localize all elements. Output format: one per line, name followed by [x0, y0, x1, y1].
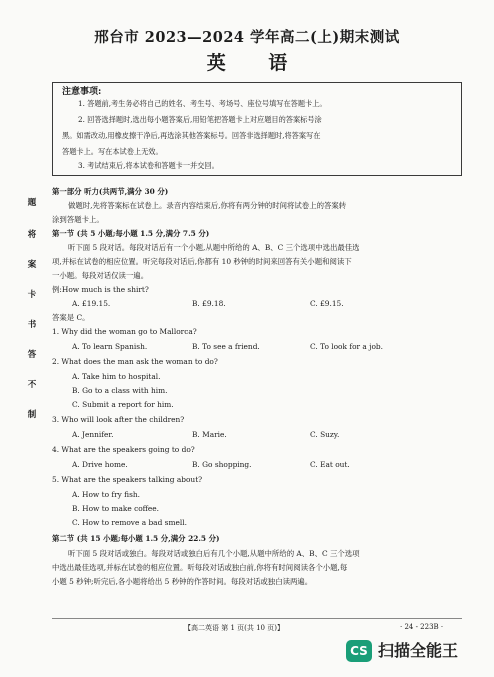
- example-option-a: A. £19.15.: [72, 299, 111, 308]
- question: 2. What does the man ask the woman to do?: [52, 357, 218, 366]
- question: 4. What are the speakers going to do?: [52, 445, 195, 454]
- option-b: B. How to make coffee.: [72, 504, 160, 513]
- notice-line: 1. 答题前,考生务必将自己的姓名、考生号、考场号、座位号填写在答题卡上。: [78, 99, 327, 108]
- page-footer: 【高二英语 第 1 页(共 10 页)】: [184, 624, 284, 632]
- section1-intro: 听下面 5 段对话。每段对话后有一个小题,从题中所给的 A、B、C 三个选项中选出最佳选: [68, 243, 360, 252]
- section2-title: 第二节 (共 15 小题;每小题 1.5 分,满分 22.5 分): [52, 534, 220, 543]
- section2-intro: 中选出最佳选项,并标在试卷的相应位置。听每段对话或独白前,你将有时间阅读各个小题,每: [52, 563, 348, 572]
- example-option-c: C. £9.15.: [310, 299, 344, 308]
- option-a: A. To learn Spanish.: [72, 342, 148, 351]
- example-option-b: B. £9.18.: [192, 299, 226, 308]
- part1-intro: 做题时,先将答案标在试卷上。录音内容结束后,你将有两分钟的时间将试卷上的答案转: [68, 201, 347, 210]
- exam-subject: 英 语: [206, 52, 306, 74]
- section2-intro: 听下面 5 段对话或独白。每段对话或独白后有几个小题,从题中所给的 A、B、C 三个选项: [68, 549, 360, 558]
- section1-intro: 项,并标在试卷的相应位置。听完每段对话后,你都有 10 秒钟的时间来回答有关小题和阅读下: [52, 257, 352, 266]
- option-a: A. Drive home.: [72, 460, 128, 469]
- part1-intro: 涂到答题卡上。: [52, 215, 104, 224]
- option-b: B. Go shopping.: [192, 460, 252, 469]
- notice-line: 黑。如需改动,用橡皮擦干净后,再选涂其他答案标号。回答非选择题时,将答案写在: [62, 131, 321, 140]
- option-c: C. To look for a job.: [310, 342, 383, 351]
- option-b: B. To see a friend.: [192, 342, 260, 351]
- option-b: B. Marie.: [192, 430, 227, 439]
- example-answer: 答案是 C。: [52, 313, 90, 322]
- option-c: C. Eat out.: [310, 460, 350, 469]
- exam-title: 邢台市 2023—2024 学年高二(上)期末测试: [94, 29, 400, 46]
- binding-margin-char: 不: [27, 380, 37, 390]
- option-a: A. Jennifer.: [72, 430, 114, 439]
- binding-margin-char: 答: [27, 350, 37, 360]
- option-b: B. Go to a class with him.: [72, 386, 168, 395]
- option-c: C. How to remove a bad smell.: [72, 518, 187, 527]
- section1-title: 第一节 (共 5 小题;每小题 1.5 分,满分 7.5 分): [52, 229, 210, 238]
- footer-divider: [52, 618, 462, 619]
- notice-line: 2. 回答选择题时,选出每小题答案后,用铅笔把答题卡上对应题目的答案标号涂: [78, 115, 322, 124]
- option-c: C. Submit a report for him.: [72, 400, 174, 409]
- binding-margin-char: 将: [27, 230, 37, 240]
- camscanner-watermark: 扫描全能王: [378, 641, 459, 660]
- binding-margin-char: 制: [27, 410, 37, 420]
- binding-margin-char: 題: [27, 198, 37, 208]
- notice-heading: 注意事项:: [62, 87, 102, 97]
- option-c: C. Suzy.: [310, 430, 340, 439]
- question: 3. Who will look after the children?: [52, 415, 185, 424]
- example-question: 例:How much is the shirt?: [52, 285, 149, 294]
- paper-code: · 24 - 223B ·: [400, 623, 444, 631]
- section2-intro: 小题 5 秒钟;听完后,各小题将给出 5 秒钟的作答时间。每段对话或独白读两遍。: [52, 577, 313, 586]
- binding-margin-char: 卡: [27, 290, 37, 300]
- notice-line: 答题卡上。写在本试卷上无效。: [62, 147, 163, 156]
- binding-margin-char: 书: [27, 320, 37, 330]
- part1-title: 第一部分 听力(共两节,满分 30 分): [52, 187, 169, 196]
- camscanner-logo-icon: CS: [346, 640, 372, 662]
- option-a: A. How to fry fish.: [72, 490, 140, 499]
- notice-line: 3. 考试结束后,将本试卷和答题卡一并交回。: [78, 161, 219, 170]
- section1-intro: 一小题。每段对话仅读一遍。: [52, 271, 149, 280]
- binding-margin-char: 案: [27, 260, 37, 270]
- question: 5. What are the speakers talking about?: [52, 475, 203, 484]
- question: 1. Why did the woman go to Mallorca?: [52, 327, 197, 336]
- option-a: A. Take him to hospital.: [72, 372, 161, 381]
